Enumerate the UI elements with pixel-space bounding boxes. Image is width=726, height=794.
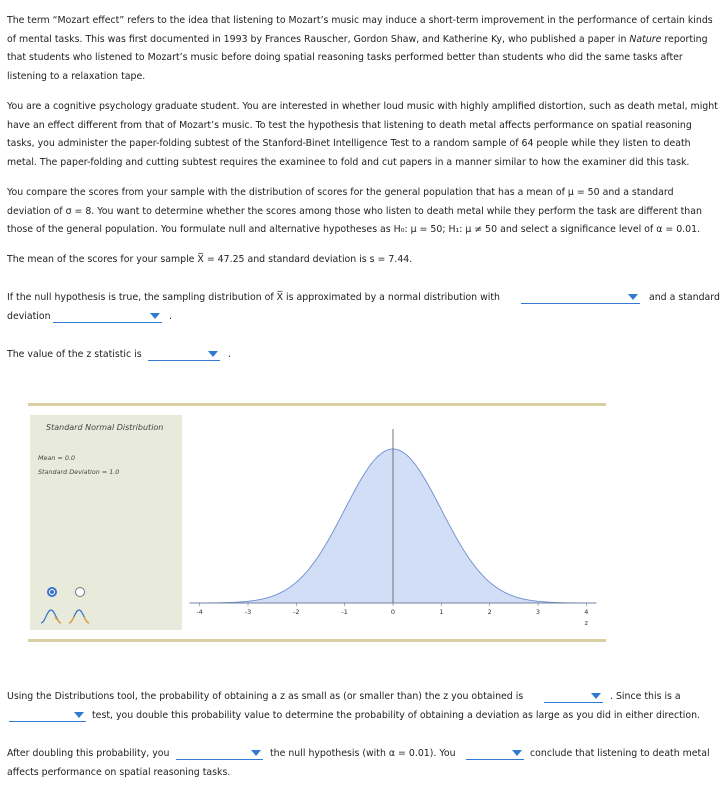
probability-dropdown[interactable] [544, 690, 603, 703]
chevron-down-icon [150, 313, 160, 319]
sample-stats: The mean of the scores for your sample X̅ = 47.25 and standard deviation is s = 7.44. [7, 254, 413, 265]
normal-distribution-chart[interactable] [182, 415, 604, 630]
x-tick-label: 2 [487, 608, 492, 616]
hypotheses-line: You compare the scores from your sample with the distribution of scores for the general population that has a mean of μ = 50 and a standard [7, 187, 674, 198]
q4-text-2: the null hypothesis (with α = 0.01). You [270, 748, 456, 759]
chevron-down-icon [74, 712, 84, 718]
x-tick-label: 1 [439, 608, 444, 616]
scenario-line: have an effect different from that of Mozart’s music. To test the hypothesis that listening to death metal affects performance on spatial reasoning [7, 119, 692, 131]
intro-line: The term “Mozart effect” refers to the idea that listening to Mozart’s music may induce a short-term improvement in the performance of certain kinds [7, 15, 713, 26]
hypotheses-line: deviation of σ = 8. You want to determine whether the scores among those who listen to death metal while they perform the task are different than [7, 205, 702, 217]
x-tick-label: -1 [341, 608, 348, 616]
q1-text-3: deviation [7, 311, 51, 322]
sd-dropdown[interactable] [53, 310, 162, 323]
z-statistic-dropdown[interactable] [148, 348, 220, 361]
q1-text: If the null hypothesis is true, the sampling distribution of X̅ is approximated by a normal distribution with [7, 292, 500, 303]
intro-paragraph [7, 12, 726, 86]
chevron-down-icon [208, 351, 218, 357]
scenario-paragraph [7, 98, 726, 172]
intro-line: of mental tasks. This was first documented in 1993 by Frances Rauscher, Gordon Shaw, and Katherine Ky, who published a paper in Nature reporting [7, 33, 708, 45]
scenario-line: metal. The paper-folding and cutting subtest requires the examinee to fold and cut papers in a manner similar to how the examiner did this task. [7, 156, 690, 168]
conclusion-dropdown[interactable] [466, 747, 524, 760]
tool-sidebar [30, 415, 182, 630]
mean-label: Mean = 0.0 [38, 454, 75, 462]
tool-title: Standard Normal Distribution [46, 423, 164, 432]
q3-text-3: test, you double this probability value to determine the probability of obtaining a deviation as large as you did in either direction. [92, 710, 701, 721]
intro-line: that students who listened to Mozart’s music before doing spatial reasoning tasks performed better than students who did the same tasks after [7, 52, 683, 64]
chevron-down-icon [512, 750, 522, 756]
q4-text-4: affects performance on spatial reasoning tasks. [7, 767, 231, 778]
sd-label: Standard Deviation = 1.0 [38, 468, 120, 476]
x-tick-label: -2 [293, 608, 300, 616]
x-tick-label: 3 [535, 608, 541, 616]
hypotheses-paragraph [7, 184, 726, 240]
q2-period: . [228, 349, 231, 360]
scenario-line: You are a cognitive psychology graduate student. You are interested in whether loud music with highly amplified distortion, such as death metal, might [7, 101, 718, 112]
decision-dropdown[interactable] [176, 747, 263, 760]
q3-text-2: . Since this is a [610, 691, 681, 702]
chevron-down-icon [628, 294, 638, 300]
x-tick-label: -3 [244, 608, 252, 616]
tool-bottom-border [28, 639, 606, 642]
q3-text: Using the Distributions tool, the probability of obtaining a z as small as (or smaller than) the z you obtained is [7, 691, 524, 702]
q1-period: . [169, 311, 172, 322]
one-tail-radio[interactable] [47, 587, 57, 597]
one-tail-icon[interactable] [41, 610, 61, 623]
q4-text: After doubling this probability, you [7, 748, 170, 759]
two-tail-radio[interactable] [75, 587, 85, 597]
tool-top-border [28, 403, 606, 406]
hypotheses-line: those of the general population. You formulate null and alternative hypotheses as H₀: μ = 50; H₁: μ ≠ 50 and select a significance level of α = 0.01. [7, 224, 701, 236]
x-axis-label: z [584, 619, 589, 627]
chevron-down-icon [251, 750, 261, 756]
q1-text-2: and a standard [649, 292, 720, 303]
chevron-down-icon [591, 693, 601, 699]
scenario-line: tasks, you administer the paper-folding subtest of the Stanford-Binet Intelligence Test to a random sample of 64 people while they listen to death [7, 138, 691, 150]
test-type-dropdown[interactable] [9, 709, 86, 722]
x-tick-label: 0 [390, 608, 396, 616]
two-tail-icon[interactable] [69, 610, 89, 623]
q2-text: The value of the z statistic is [7, 349, 142, 360]
q4-text-3: conclude that listening to death metal [530, 748, 710, 759]
x-tick-label: -4 [196, 608, 203, 616]
tail-icons [39, 606, 97, 626]
intro-line: listening to a relaxation tape. [7, 70, 146, 82]
mean-dropdown[interactable] [521, 291, 640, 304]
x-tick-label: 4 [584, 608, 589, 616]
